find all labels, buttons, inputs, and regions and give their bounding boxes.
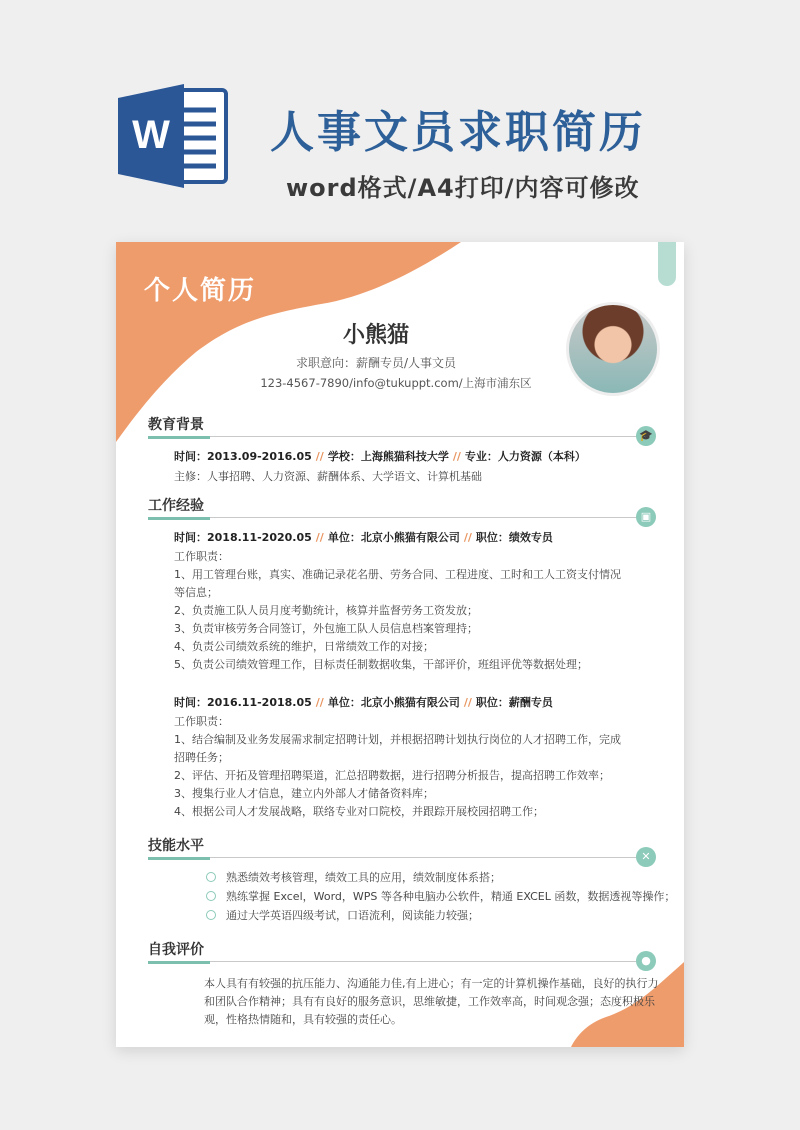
section-divider (148, 961, 640, 962)
skills-title: 技能水平 (148, 838, 204, 854)
self-eval-line: 和团队合作精神；具有有良好的服务意识，思维敏捷，工作效率高，时间观念强；态度积极乐 (204, 995, 655, 1008)
briefcase-icon: ▣ (636, 507, 656, 527)
bullet-icon (206, 891, 216, 901)
resume-heading: 个人简历 (144, 276, 257, 306)
word-logo-letter: W (132, 113, 170, 157)
skill-item: 通过大学英语四级考试，口语流利，阅读能力较强； (206, 907, 479, 923)
job-1-duty-line: 3、负责审核劳务合同签订，外包施工队人员信息档案管理持； (174, 622, 478, 635)
job-2-time: 时间：2016.11-2018.05 (174, 696, 312, 709)
job-1-duty-label: 工作职责： (174, 550, 229, 563)
section-accent (148, 857, 210, 860)
word-file-icon (118, 84, 230, 188)
job-2-duty-line: 3、搜集行业人才信息，建立内外部人才储备资料库； (174, 787, 434, 800)
job-2-duty-label: 工作职责： (174, 715, 229, 728)
self-eval-line: 观，性格热情随和，具有较强的责任心。 (204, 1013, 402, 1026)
bullet-icon (206, 910, 216, 920)
section-divider (148, 517, 640, 518)
page-subtitle: word格式/A4打印/内容可修改 (286, 174, 640, 202)
job-1-position: 职位：绩效专员 (475, 531, 553, 544)
bullet-icon (206, 872, 216, 882)
section-accent (148, 517, 210, 520)
skill-item: 熟悉绩效考核管理，绩效工具的应用，绩效制度体系搭； (206, 869, 501, 885)
job-1-summary: 时间：2018.11-2020.05 // 单位：北京小熊猫有限公司 // 职位：绩效专员 (174, 531, 553, 544)
job-1-unit: 单位：北京小熊猫有限公司 (327, 531, 460, 544)
tools-icon: ✕ (636, 847, 656, 867)
section-divider (148, 436, 640, 437)
job-2-duty-line: 2、评估、开拓及管理招聘渠道，汇总招聘数据，进行招聘分析报告，提高招聘工作效率； (174, 769, 610, 782)
job-1-duty-line: 5、负责公司绩效管理工作，目标责任制数据收集，干部评价，班组评优等数据处理； (174, 658, 588, 671)
education-summary: 时间：2013.09-2016.05 // 学校：上海熊猫科技大学 // 专业：人力资源（本科） (174, 450, 586, 463)
section-divider (148, 857, 640, 858)
candidate-name: 小熊猫 (342, 323, 409, 348)
job-1-duty-line: 等信息； (174, 586, 218, 599)
resume-paper (116, 242, 684, 1047)
education-school: 学校：上海熊猫科技大学 (327, 450, 449, 463)
job-1-time: 时间：2018.11-2020.05 (174, 531, 312, 544)
section-accent (148, 436, 210, 439)
job-1-duty-line: 1、用工管理台账，真实、准确记录花名册、劳务合同、工程进度、工时和工人工资支付情况 (174, 568, 621, 581)
mint-tab-decoration (658, 242, 676, 286)
education-major: 专业：人力资源（本科） (464, 450, 586, 463)
job-2-summary: 时间：2016.11-2018.05 // 单位：北京小熊猫有限公司 // 职位：薪酬专员 (174, 696, 553, 709)
job-2-duty-line: 1、结合编制及业务发展需求制定招聘计划，并根据招聘计划执行岗位的人才招聘工作，完成 (174, 733, 621, 746)
avatar (566, 302, 660, 396)
user-icon: ● (636, 951, 656, 971)
education-title: 教育背景 (148, 417, 204, 433)
job-1-duty-line: 4、负责公司绩效系统的维护，日常绩效工作的对接； (174, 640, 434, 653)
job-2-duty-line: 招聘任务； (174, 751, 229, 764)
self-eval-title: 自我评价 (148, 942, 204, 958)
job-2-position: 职位：薪酬专员 (475, 696, 553, 709)
job-2-duty-line: 4、根据公司人才发展战略，联络专业对口院校，并跟踪开展校园招聘工作； (174, 805, 544, 818)
self-eval-line: 本人具有有较强的抗压能力、沟通能力佳,有上进心；有一定的计算机操作基础，良好的执行力 (204, 977, 659, 990)
graduation-cap-icon: 🎓 (636, 426, 656, 446)
education-time: 时间：2013.09-2016.05 (174, 450, 312, 463)
education-courses: 主修：人事招聘、人力资源、薪酬体系、大学语文、计算机基础 (174, 470, 482, 483)
skill-item: 熟练掌握 Excel，Word，WPS 等各种电脑办公软件，精通 EXCEL 函数，数据透视等操作； (206, 888, 675, 904)
job-1-duty-line: 2、负责施工队人员月度考勤统计，核算并监督劳务工资发放； (174, 604, 478, 617)
job-2-unit: 单位：北京小熊猫有限公司 (327, 696, 460, 709)
work-title: 工作经验 (148, 498, 204, 514)
job-intent: 求职意向：薪酬专员/人事文员 (295, 356, 457, 370)
section-accent (148, 961, 210, 964)
page-title: 人事文员求职简历 (270, 107, 646, 158)
contact-info: 123-4567-7890/info@tukuppt.com/上海市浦东区 (260, 376, 532, 390)
